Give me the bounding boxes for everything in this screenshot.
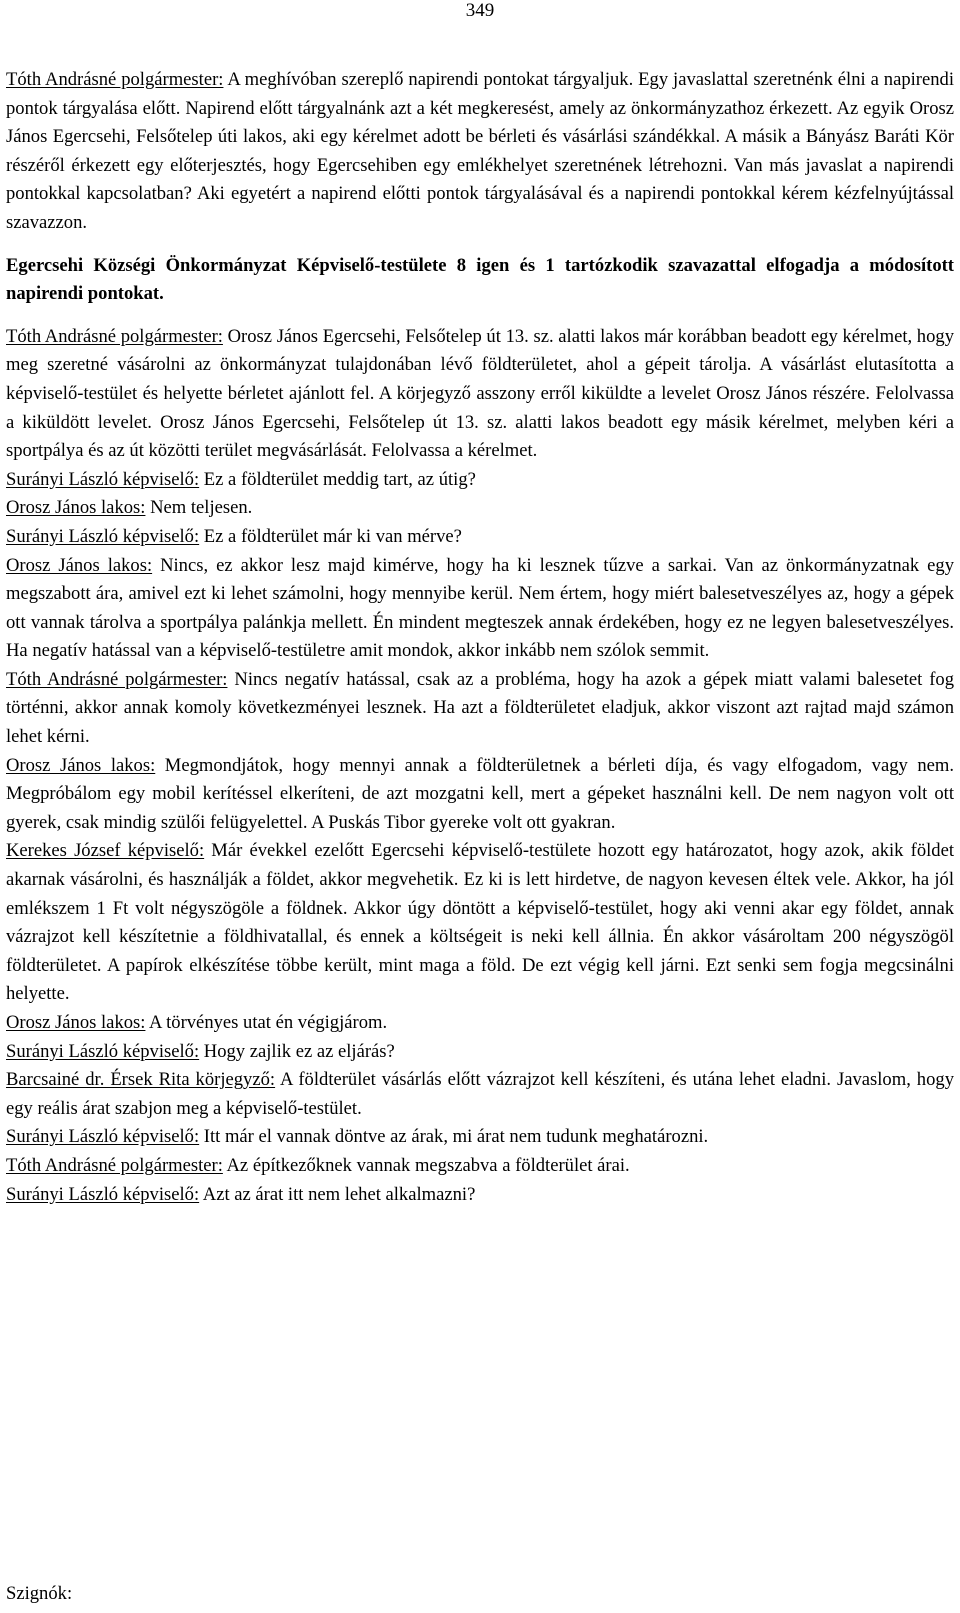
paragraph-text: Hogy zajlik ez az eljárás? [199, 1040, 395, 1062]
paragraph [6, 1123, 954, 1152]
paragraph-text: Nincs negatív hatással, csak az a probléma, hogy ha azok a gépek miatt valami balesetet fog történni, akkor annak komoly következményei lesznek. Ha azt a földterületet eladjuk, akkor viszont azt rajtad majd számon lehet kérni. [6, 668, 954, 748]
paragraph [6, 1009, 954, 1038]
speaker-label: Orosz János lakos: [6, 554, 153, 576]
page-number: 349 [465, 0, 495, 21]
speaker-label: Surányi László képviselő: [6, 468, 200, 490]
paragraph [6, 323, 954, 466]
paragraph-text: Nincs, ez akkor lesz majd kimérve, hogy ha ki lesznek tűzve a sarkai. Van az önkormányzatnak egy megszabott ára, amivel ezt ki lehet számolni, hogy mennyibe kerül. Nem értem, hogy miért balesetveszélyes az, hogy a gépek ott vannak tárolva a sportpálya palánkja mellett. Én mindent megteszek annak érdekében, hogy ez ne legyen balesetveszélyes. Ha negatív hatással van a képviselő-testületre amit mondok, akkor inkább nem szólok semmit. [6, 554, 955, 662]
paragraph [6, 494, 954, 523]
paragraph-text: Már évekkel ezelőtt Egercsehi képviselő-testülete hozott egy határozatot, hogy azok, akik földet akarnak vásárolni, és használják a földet, akkor megvehetik. Ez ki is lett hirdetve, de nagyon kevesen éltek vele. Akkor, ha jól emlékszem 1 Ft volt négyszögöle a földnek. Akkor úgy döntött a képviselő-testület, hogy aki venni akar egy földet, annak vázrajzot kell készítetnie a földhivatallal, és ennek a költségeit is neki kell állnia. Én akkor vásároltam 200 négyszögöl földterületet. A papírok elkészítése többe került, mint maga a föld. De ezt végig kell járni. Ezt senki sem fogja megcsinálni helyette. [6, 840, 955, 1005]
paragraph [6, 466, 954, 495]
minutes-body [6, 66, 954, 1209]
paragraph-text: Ez a földterület már ki van mérve? [199, 525, 462, 547]
paragraph-text: Itt már el vannak döntve az árak, mi árat nem tudunk meghatározni. [199, 1126, 709, 1148]
speaker-label: Surányi László képviselő: [6, 1126, 200, 1148]
paragraph-text: A törvényes utat én végigjárom. [145, 1012, 388, 1033]
speaker-label: Kerekes József képviselő: [6, 840, 205, 862]
speaker-label: Orosz János lakos: [6, 497, 146, 519]
speaker-label: Surányi László képviselő: [6, 1040, 200, 1062]
paragraph [6, 552, 954, 666]
paragraph-text: Ez a földterület meddig tart, az útig? [199, 468, 476, 490]
speaker-label: Barcsainé dr. Érsek Rita körjegyző: [6, 1069, 276, 1091]
paragraph [6, 66, 954, 238]
paragraph-text: Megmondjátok, hogy mennyi annak a földterületnek a bérleti díja, és vagy elfogadom, vagy nem. Megpróbálom egy mobil kerítéssel elkeríteni, de azt mozgatni kell, mert a gépeket használni kell. De nem nagyon volt ott gyerek, csak mindig szülői felügyelettel. A Puskás Tibor gyereke volt ott gyakran. [6, 754, 954, 833]
paragraph-text: Azt az árat itt nem lehet alkalmazni? [199, 1183, 476, 1205]
speaker-label: Tóth Andrásné polgármester: [6, 69, 224, 90]
speaker-label: Tóth Andrásné polgármester: [6, 668, 228, 690]
paragraph [6, 1038, 954, 1067]
paragraph-text: Az építkezőknek vannak megszabva a földterület árai. [222, 1154, 630, 1176]
paragraph [6, 1181, 954, 1210]
signatories-label: Szignók: [6, 1583, 73, 1604]
paragraph [6, 666, 954, 752]
resolution-text: Egercsehi Községi Önkormányzat Képviselő-testülete 8 igen és 1 tartózkodik szavazattal elfogadja a módosított napirendi pontokat. [6, 254, 954, 305]
paragraph-text: Nem teljesen. [145, 497, 253, 519]
paragraph [6, 523, 954, 552]
speaker-label: Tóth Andrásné polgármester: [6, 1154, 223, 1176]
speaker-label: Orosz János lakos: [6, 754, 156, 776]
speaker-label: Surányi László képviselő: [6, 1183, 200, 1205]
paragraph [6, 1152, 954, 1181]
paragraph [6, 1066, 954, 1123]
paragraph-text: A földterület vásárlás előtt vázrajzot kell készíteni, és utána lehet eladni. Javaslom, hogy egy reális árat szabjon meg a képviselő-testület. [6, 1069, 954, 1119]
speaker-label: Tóth Andrásné polgármester: [6, 325, 223, 347]
paragraph [6, 837, 954, 1009]
speaker-label: Surányi László képviselő: [6, 525, 200, 547]
paragraph-text: A meghívóban szereplő napirendi pontokat tárgyaljuk. Egy javaslattal szeretnénk élni a napirendi pontok tárgyalása előtt. Napirend előtt tárgyalnánk azt a két megkeresést, amely az önkormányzathoz érkezett. Az egyik Orosz János Egercsehi, Felsőtelep úti lakos, aki egy kérelmet adott be bérleti és vásárlási szándékkal. A másik a Bányász Baráti Kör részéről érkezett egy előterjesztés, hogy Egercsehiben egy emlékhelyet szeretnének létrehozni. Van más javaslat a napirendi pontokkal kapcsolatban? Aki egyetért a napirend előtti pontok tárgyalásával és a napirendi pontokkal kérem kézfelnyújtással szavazzon. [6, 69, 954, 233]
paragraph-text: Orosz János Egercsehi, Felsőtelep út 13. sz. alatti lakos már korábban beadott egy kérelmet, hogy meg szeretné vásárolni az önkormányzat tulajdonában lévő földterületet, ahol a gépeit tárolja. A vásárlást elutasította a képviselő-testület és helyette bérletet ajánlott fel. A körjegyző asszony erről kiküldte a levelet Orosz János részére. Felolvassa a kiküldött levelet. Orosz János Egercsehi, Felsőtelep út 13. sz. alatti lakos beadott egy másik kérelmet, melyben kéri a sportpálya és az út közötti terület megvásárlását. Felolvassa a kérelmet. [6, 325, 954, 462]
speaker-label: Orosz János lakos: [6, 1012, 146, 1033]
paragraph [6, 752, 954, 838]
